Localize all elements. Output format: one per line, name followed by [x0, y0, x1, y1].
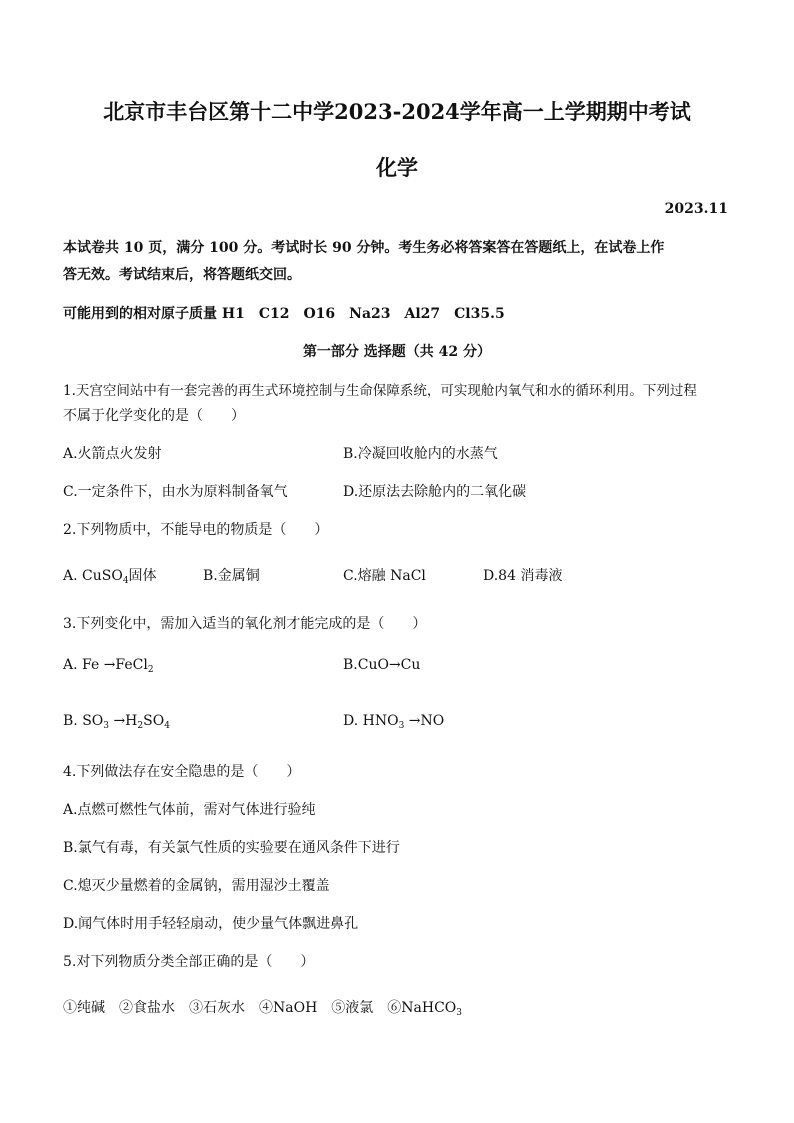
q2-option-a [63, 565, 157, 586]
q3-option-d-sub-1: 3 [398, 721, 405, 731]
subject-title: 化学 [376, 155, 418, 180]
q3-option-a [63, 657, 154, 675]
q5-items-subscript: 3 [456, 1008, 463, 1018]
instructions-line-2: 答无效。考试结束后，将答题纸交回。 [63, 267, 301, 283]
q1-option-d: D.还原法去除舱内的二氧化碳 [343, 484, 527, 500]
q4-option-a: A.点燃可燃性气体前，需对气体进行验纯 [63, 802, 316, 818]
q3-option-b: B.CuO→Cu [343, 657, 421, 673]
q2-option-a-formula: A. CuSO [63, 568, 123, 584]
section-title: 第一部分 选择题（共 42 分） [302, 344, 492, 360]
q1-option-a: A.火箭点火发射 [63, 446, 162, 462]
q3-option-c-part-1: B. SO [63, 713, 104, 729]
q3-option-d-part-2: →NO [404, 713, 445, 729]
q3-option-c [63, 713, 170, 731]
exam-title: 北京市丰台区第十二中学2023-2024学年高一上学期期中考试 [103, 99, 691, 124]
q5-items [63, 997, 462, 1018]
q2-option-a-subscript: 4 [122, 576, 129, 586]
q2-option-c: C.熔融 NaCl [343, 568, 426, 584]
q3-option-a-formula: A. Fe →FeCl [63, 657, 148, 673]
q2-option-b: B.金属铜 [203, 568, 260, 584]
q3-option-a-subscript: 2 [147, 665, 154, 675]
q3-stem: 3.下列变化中，需加入适当的氧化剂才能完成的是（ ） [63, 616, 427, 632]
q2-option-d: D.84 消毒液 [483, 568, 563, 584]
q5-stem: 5.对下列物质分类全部正确的是（ ） [63, 954, 315, 970]
q4-option-b: B.氯气有毒，有关氯气性质的实验要在通风条件下进行 [63, 840, 400, 856]
q4-stem: 4.下列做法存在安全隐患的是（ ） [63, 764, 301, 780]
q1-option-c: C.一定条件下，由水为原料制备氧气 [63, 484, 288, 500]
q3-option-c-sub-2: 2 [137, 721, 144, 731]
q4-option-d: D.闻气体时用手轻轻扇动，使少量气体飘进鼻孔 [63, 916, 359, 932]
q3-option-d-part-1: D. HNO [343, 713, 399, 729]
q1-stem-line-1: 1.天宫空间站中有一套完善的再生式环境控制与生命保障系统，可实现舱内氧气和水的循环利用。下列过程 [63, 383, 697, 399]
q1-option-b: B.冷凝回收舱内的水蒸气 [343, 446, 498, 462]
atomic-masses: 可能用到的相对原子质量 H1 C12 O16 Na23 Al27 Cl35.5 [63, 306, 505, 322]
q3-option-c-part-3: SO [143, 713, 165, 729]
q2-option-a-text: 固体 [128, 568, 157, 584]
instructions-line-1: 本试卷共 10 页，满分 100 分。考试时长 90 分钟。考生务必将答案答在答题纸上，在试卷上作 [63, 240, 665, 256]
q3-option-c-sub-3: 4 [164, 721, 170, 731]
q2-stem: 2.下列物质中，不能导电的物质是（ ） [63, 522, 329, 538]
q3-option-c-part-2: →H [109, 713, 138, 729]
q3-option-c-sub-1: 3 [103, 721, 109, 731]
q1-stem-line-2: 不属于化学变化的是（ ） [63, 408, 245, 424]
q4-option-c: C.熄灭少量燃着的金属钠，需用湿沙土覆盖 [63, 878, 330, 894]
q3-option-d [343, 713, 444, 731]
exam-date: 2023.11 [664, 201, 728, 217]
q5-items-text: ①纯碱 ②食盐水 ③石灰水 ④NaOH ⑤液氯 ⑥NaHCO [63, 1000, 457, 1016]
